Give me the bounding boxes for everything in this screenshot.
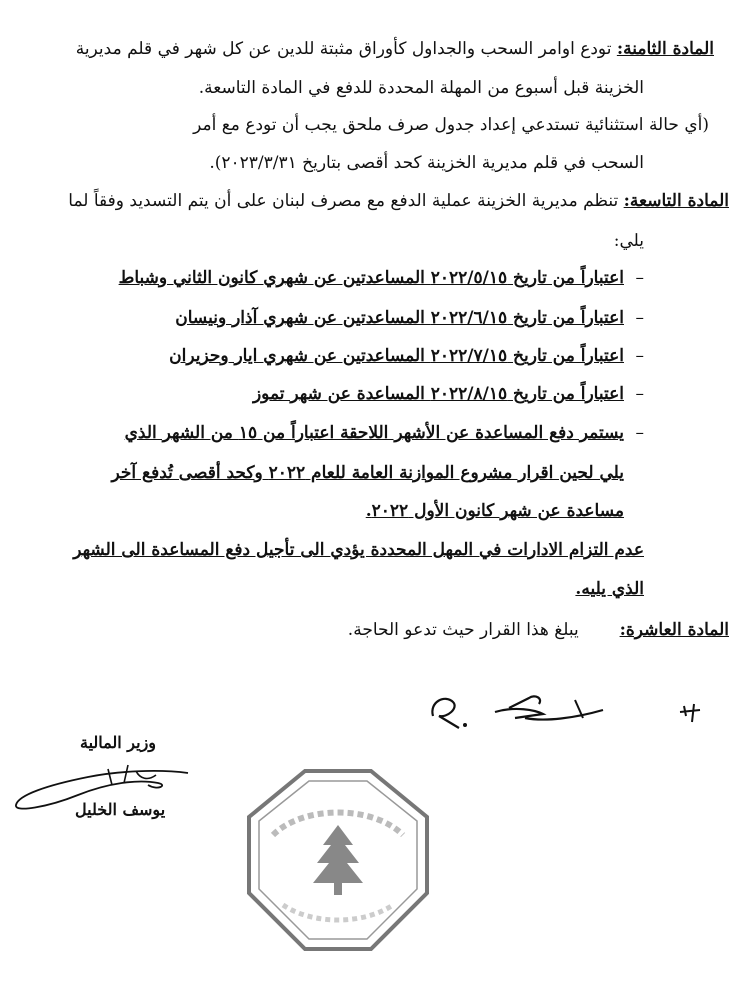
- note-line1: [4, 537, 644, 563]
- article9-heading: المادة التاسعة:: [623, 191, 729, 211]
- handwritten-mark: [676, 698, 706, 728]
- bullet-1: [4, 265, 624, 291]
- note-text-2: الذي يليه.: [575, 579, 644, 599]
- bullet-3-text: اعتباراً من تاريخ ٢٠٢٢/٧/١٥ المساعدتين عن شهري ايار وحزيران: [169, 346, 624, 366]
- bullet-1-text: اعتباراً من تاريخ ٢٠٢٢/٥/١٥ المساعدتين عن شهري كانون الثاني وشباط: [118, 268, 624, 288]
- article8-line3: (أي حالة استثنائية تستدعي إعداد جدول صرف ملحق يجب أن تودع مع أمر: [193, 115, 709, 135]
- bullet-3-dash: –: [635, 346, 644, 366]
- bullet-4-dash: –: [635, 384, 644, 404]
- article8-line2: الخزينة قبل أسبوع من المهلة المحددة للدفع في المادة التاسعة.: [198, 78, 644, 98]
- minister-title: وزير المالية: [80, 733, 157, 752]
- bullet-2-dash: –: [635, 308, 644, 328]
- bullet-5-line3: [4, 498, 624, 524]
- bullet-2-text: اعتباراً من تاريخ ٢٠٢٢/٦/١٥ المساعدتين عن شهري آذار ونيسان: [175, 308, 624, 328]
- article8-line1: [14, 36, 714, 62]
- bullet-5-line2: [4, 460, 624, 486]
- bullet-5-line1: [4, 420, 624, 446]
- bullet-5-text-2: يلي لحين اقرار مشروع الموازنة العامة للعام ٢٠٢٢ وكحد أقصى تُدفع آخر: [111, 463, 624, 483]
- bullet-5-dash: –: [635, 423, 644, 443]
- bullet-1-dash: –: [635, 268, 644, 288]
- note-line2: [4, 576, 644, 602]
- article8-text-1: تودع اوامر السحب والجداول كأوراق مثبتة للدين عن كل شهر في قلم مديرية: [75, 39, 612, 59]
- bullet-5-text-3: مساعدة عن شهر كانون الأول ٢٠٢٢.: [365, 501, 624, 521]
- official-seal-stamp: [243, 765, 433, 955]
- article10-line: [4, 617, 729, 643]
- article10-text: يبلغ هذا القرار حيث تدعو الحاجة.: [347, 620, 579, 640]
- article9-text-1: تنظم مديرية الخزينة عملية الدفع مع مصرف لبنان على أن يتم التسديد وفقاً لما: [68, 191, 619, 211]
- article10-heading: المادة العاشرة:: [619, 620, 729, 640]
- article9-line1: [4, 188, 729, 214]
- bullet-2: [4, 305, 624, 331]
- article9-line2: يلي:: [613, 231, 644, 251]
- bullet-4: [4, 381, 624, 407]
- handwritten-initials: [425, 688, 655, 738]
- cedar-emblem: [313, 825, 363, 895]
- minister-name: يوسف الخليل: [75, 800, 166, 819]
- article8-line4: السحب في قلم مديرية الخزينة كحد أقصى بتاريخ ٢٠٢٣/٣/٣١).: [209, 153, 644, 173]
- article8-heading: المادة الثامنة:: [616, 39, 714, 59]
- bullet-3: [4, 343, 624, 369]
- note-text-1: عدم التزام الادارات في المهل المحددة يؤدي الى تأجيل دفع المساعدة الى الشهر: [73, 540, 644, 560]
- bullet-4-text: اعتباراً من تاريخ ٢٠٢٢/٨/١٥ المساعدة عن شهر تموز: [252, 384, 624, 404]
- bullet-5-text-1: يستمر دفع المساعدة عن الأشهر اللاحقة اعتباراً من ١٥ من الشهر الذي: [124, 423, 624, 443]
